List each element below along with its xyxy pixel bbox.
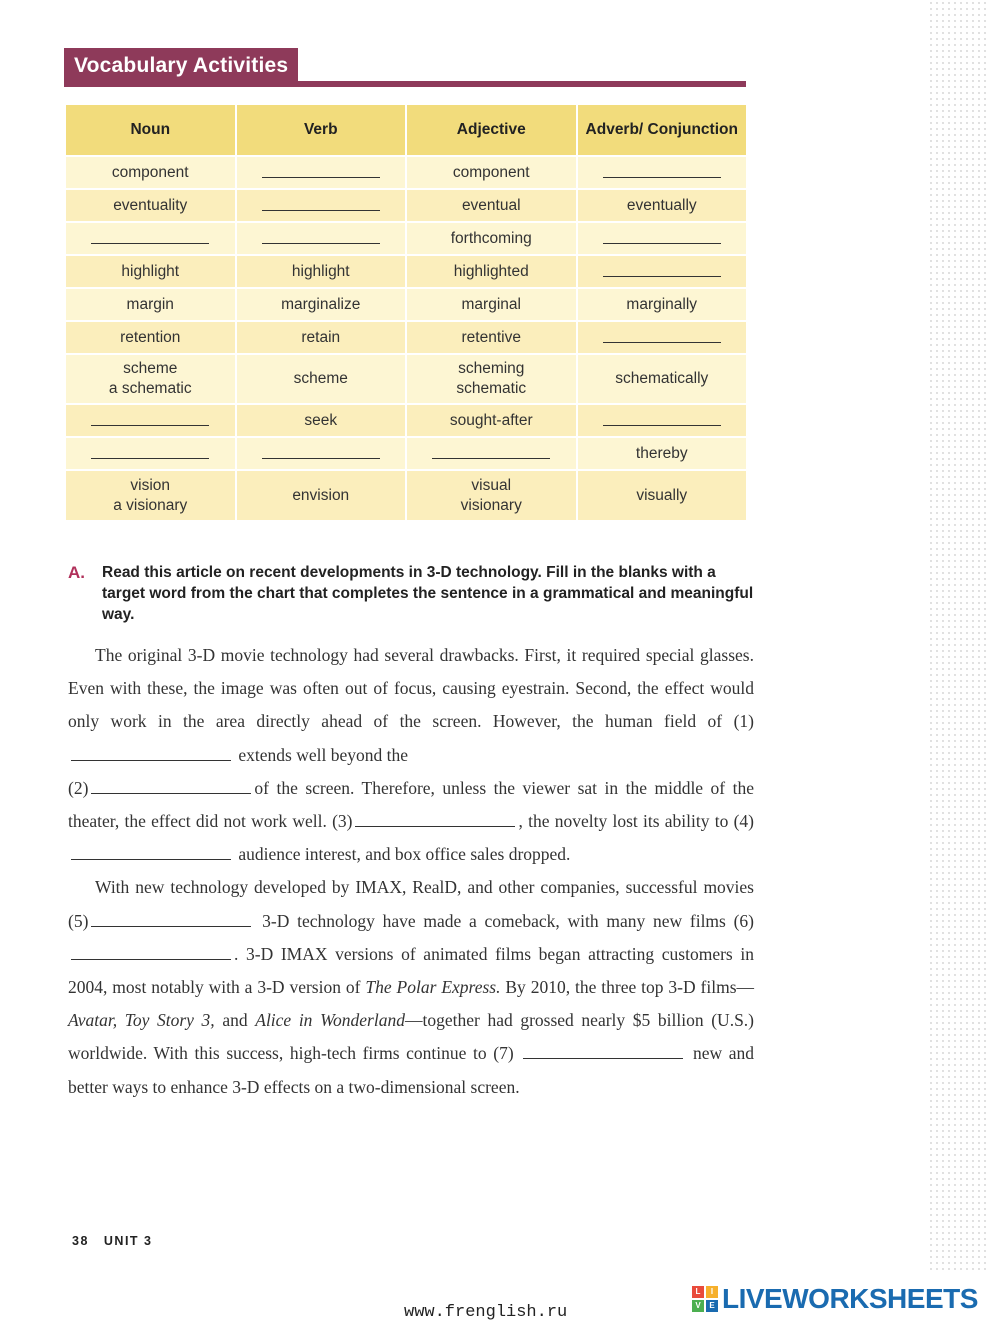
blank-cell-verb <box>236 156 407 189</box>
text-run: , the novelty lost its ability to (4) <box>518 811 754 832</box>
blank-cell-verb <box>236 437 407 470</box>
col-header-verb: Verb <box>236 105 407 156</box>
blank-line[interactable] <box>603 415 721 426</box>
blank-cell-adverb <box>577 321 748 354</box>
cell-adjective: visual visionary <box>406 470 577 520</box>
text-run: By 2010, the three top 3-D films— <box>505 977 755 998</box>
article-paragraph-1 <box>68 639 754 871</box>
blank-cell-noun <box>65 404 236 437</box>
table-row <box>65 222 747 255</box>
text-run: Alice in Wonderland <box>255 1010 405 1031</box>
blank-line[interactable] <box>91 233 209 244</box>
blank-5-input[interactable] <box>91 912 251 927</box>
text-run: —together had grossed nearly $5 billion (U.S.) worldwide. With this success, high-tech firms continue to (7) <box>68 1010 755 1064</box>
cell-verb: highlight <box>236 255 407 288</box>
cell-adjective: forthcoming <box>406 222 577 255</box>
col-header-noun: Noun <box>65 105 236 156</box>
cell-adjective: retentive <box>406 321 577 354</box>
text-run: audience interest, and box office sales dropped. <box>238 844 571 865</box>
blank-cell-adverb <box>577 156 748 189</box>
blank-4-input[interactable] <box>71 845 231 860</box>
logo-letter: V <box>692 1300 704 1312</box>
page-footer <box>72 1234 152 1248</box>
cell-verb: marginalize <box>236 288 407 321</box>
blank-line[interactable] <box>603 266 721 277</box>
blank-3-input[interactable] <box>355 812 515 827</box>
side-dot-pattern <box>928 0 990 1270</box>
blank-7-input[interactable] <box>523 1044 683 1059</box>
exercise-letter: A. <box>68 563 85 582</box>
blank-cell-verb <box>236 189 407 222</box>
section-title: Vocabulary Activities <box>64 48 298 84</box>
col-header-adjective: Adjective <box>406 105 577 156</box>
cell-noun: vision a visionary <box>65 470 236 520</box>
text-run: The original 3-D movie technology had several drawbacks. First, it required special glasses. Even with these, the image was often out of focus, causing eyestrain. Second, the effect would only work in the area directly ahead of the screen. However, the human field of (1) <box>68 645 754 732</box>
table-row <box>65 470 747 520</box>
cell-adjective: eventual <box>406 189 577 222</box>
logo-letter: L <box>692 1286 704 1298</box>
cell-verb: retain <box>236 321 407 354</box>
site-url: www.frenglish.ru <box>404 1303 568 1322</box>
article <box>68 639 754 1104</box>
blank-1-input[interactable] <box>71 746 231 761</box>
blank-cell-noun <box>65 222 236 255</box>
cell-adverb: schematically <box>577 354 748 404</box>
cell-adverb: eventually <box>577 189 748 222</box>
text-run: The Polar Express. <box>365 977 501 998</box>
article-paragraph-2 <box>68 871 754 1103</box>
brand-logo-icon <box>692 1286 718 1312</box>
cell-adverb: visually <box>577 470 748 520</box>
blank-2-input[interactable] <box>91 779 251 794</box>
table-row <box>65 189 747 222</box>
vocabulary-table-body <box>65 156 747 520</box>
text-run: and <box>222 1010 248 1031</box>
blank-line[interactable] <box>432 448 550 459</box>
blank-cell-noun <box>65 437 236 470</box>
blank-cell-adverb <box>577 222 748 255</box>
table-row <box>65 255 747 288</box>
cell-adjective: scheming schematic <box>406 354 577 404</box>
brand-name: LIVEWORKSHEETS <box>722 1283 978 1314</box>
table-row <box>65 288 747 321</box>
blank-line[interactable] <box>262 233 380 244</box>
blank-line[interactable] <box>262 200 380 211</box>
table-header-row <box>65 105 747 156</box>
section-header <box>64 48 746 88</box>
page-number: 38 <box>72 1234 89 1248</box>
text-run: (2) <box>68 777 89 798</box>
table-row <box>65 354 747 404</box>
cell-verb: seek <box>236 404 407 437</box>
cell-verb: scheme <box>236 354 407 404</box>
blank-line[interactable] <box>262 167 380 178</box>
blank-line[interactable] <box>603 332 721 343</box>
cell-noun: highlight <box>65 255 236 288</box>
text-run: . 3-D IMAX versions of animated films began attracting customers in 2004, most notably with a 3-D version of <box>68 943 754 998</box>
cell-noun: retention <box>65 321 236 354</box>
blank-cell-adverb <box>577 255 748 288</box>
cell-adverb: marginally <box>577 288 748 321</box>
text-run: of the screen. Therefore, unless the viewer sat in the middle of the theater, the effect did not work well. (3) <box>68 777 754 832</box>
logo-letter: E <box>706 1300 718 1312</box>
cell-noun: eventuality <box>65 189 236 222</box>
logo-letter: I <box>706 1286 718 1298</box>
table-row <box>65 437 747 470</box>
exercise-instruction <box>68 562 758 625</box>
vocabulary-table <box>64 105 748 520</box>
col-header-adverb: Adverb/ Conjunction <box>577 105 748 156</box>
cell-noun: component <box>65 156 236 189</box>
table-row <box>65 156 747 189</box>
text-run: extends well beyond the <box>238 744 408 765</box>
cell-noun: margin <box>65 288 236 321</box>
cell-adjective: marginal <box>406 288 577 321</box>
blank-6-input[interactable] <box>71 945 231 960</box>
text-run: new and better ways to enhance 3-D effects on a two-dimensional screen. <box>68 1043 755 1097</box>
blank-cell-adverb <box>577 404 748 437</box>
text-run: 3-D technology have made a comeback, with many new films (6) <box>262 910 754 931</box>
blank-line[interactable] <box>91 415 209 426</box>
liveworksheets-logo <box>692 1284 978 1314</box>
text-run: Avatar, Toy Story 3, <box>68 1010 215 1031</box>
cell-adjective: component <box>406 156 577 189</box>
cell-adjective: sought-after <box>406 404 577 437</box>
cell-noun: scheme a schematic <box>65 354 236 404</box>
cell-adverb: thereby <box>577 437 748 470</box>
cell-verb: envision <box>236 470 407 520</box>
blank-line[interactable] <box>91 448 209 459</box>
cell-adjective: highlighted <box>406 255 577 288</box>
blank-cell-verb <box>236 222 407 255</box>
instruction-text: Read this article on recent developments in 3-D technology. Fill in the blanks with a target word from the chart that completes the sentence in a grammatical and meaningful way. <box>102 564 754 623</box>
blank-line[interactable] <box>603 233 721 244</box>
table-row <box>65 404 747 437</box>
table-row <box>65 321 747 354</box>
blank-line[interactable] <box>603 167 721 178</box>
text-run: With new technology developed by IMAX, RealD, and other companies, successful movies (5) <box>68 877 754 931</box>
blank-line[interactable] <box>262 448 380 459</box>
unit-label: UNIT 3 <box>103 1234 153 1248</box>
blank-cell-adjective <box>406 437 577 470</box>
